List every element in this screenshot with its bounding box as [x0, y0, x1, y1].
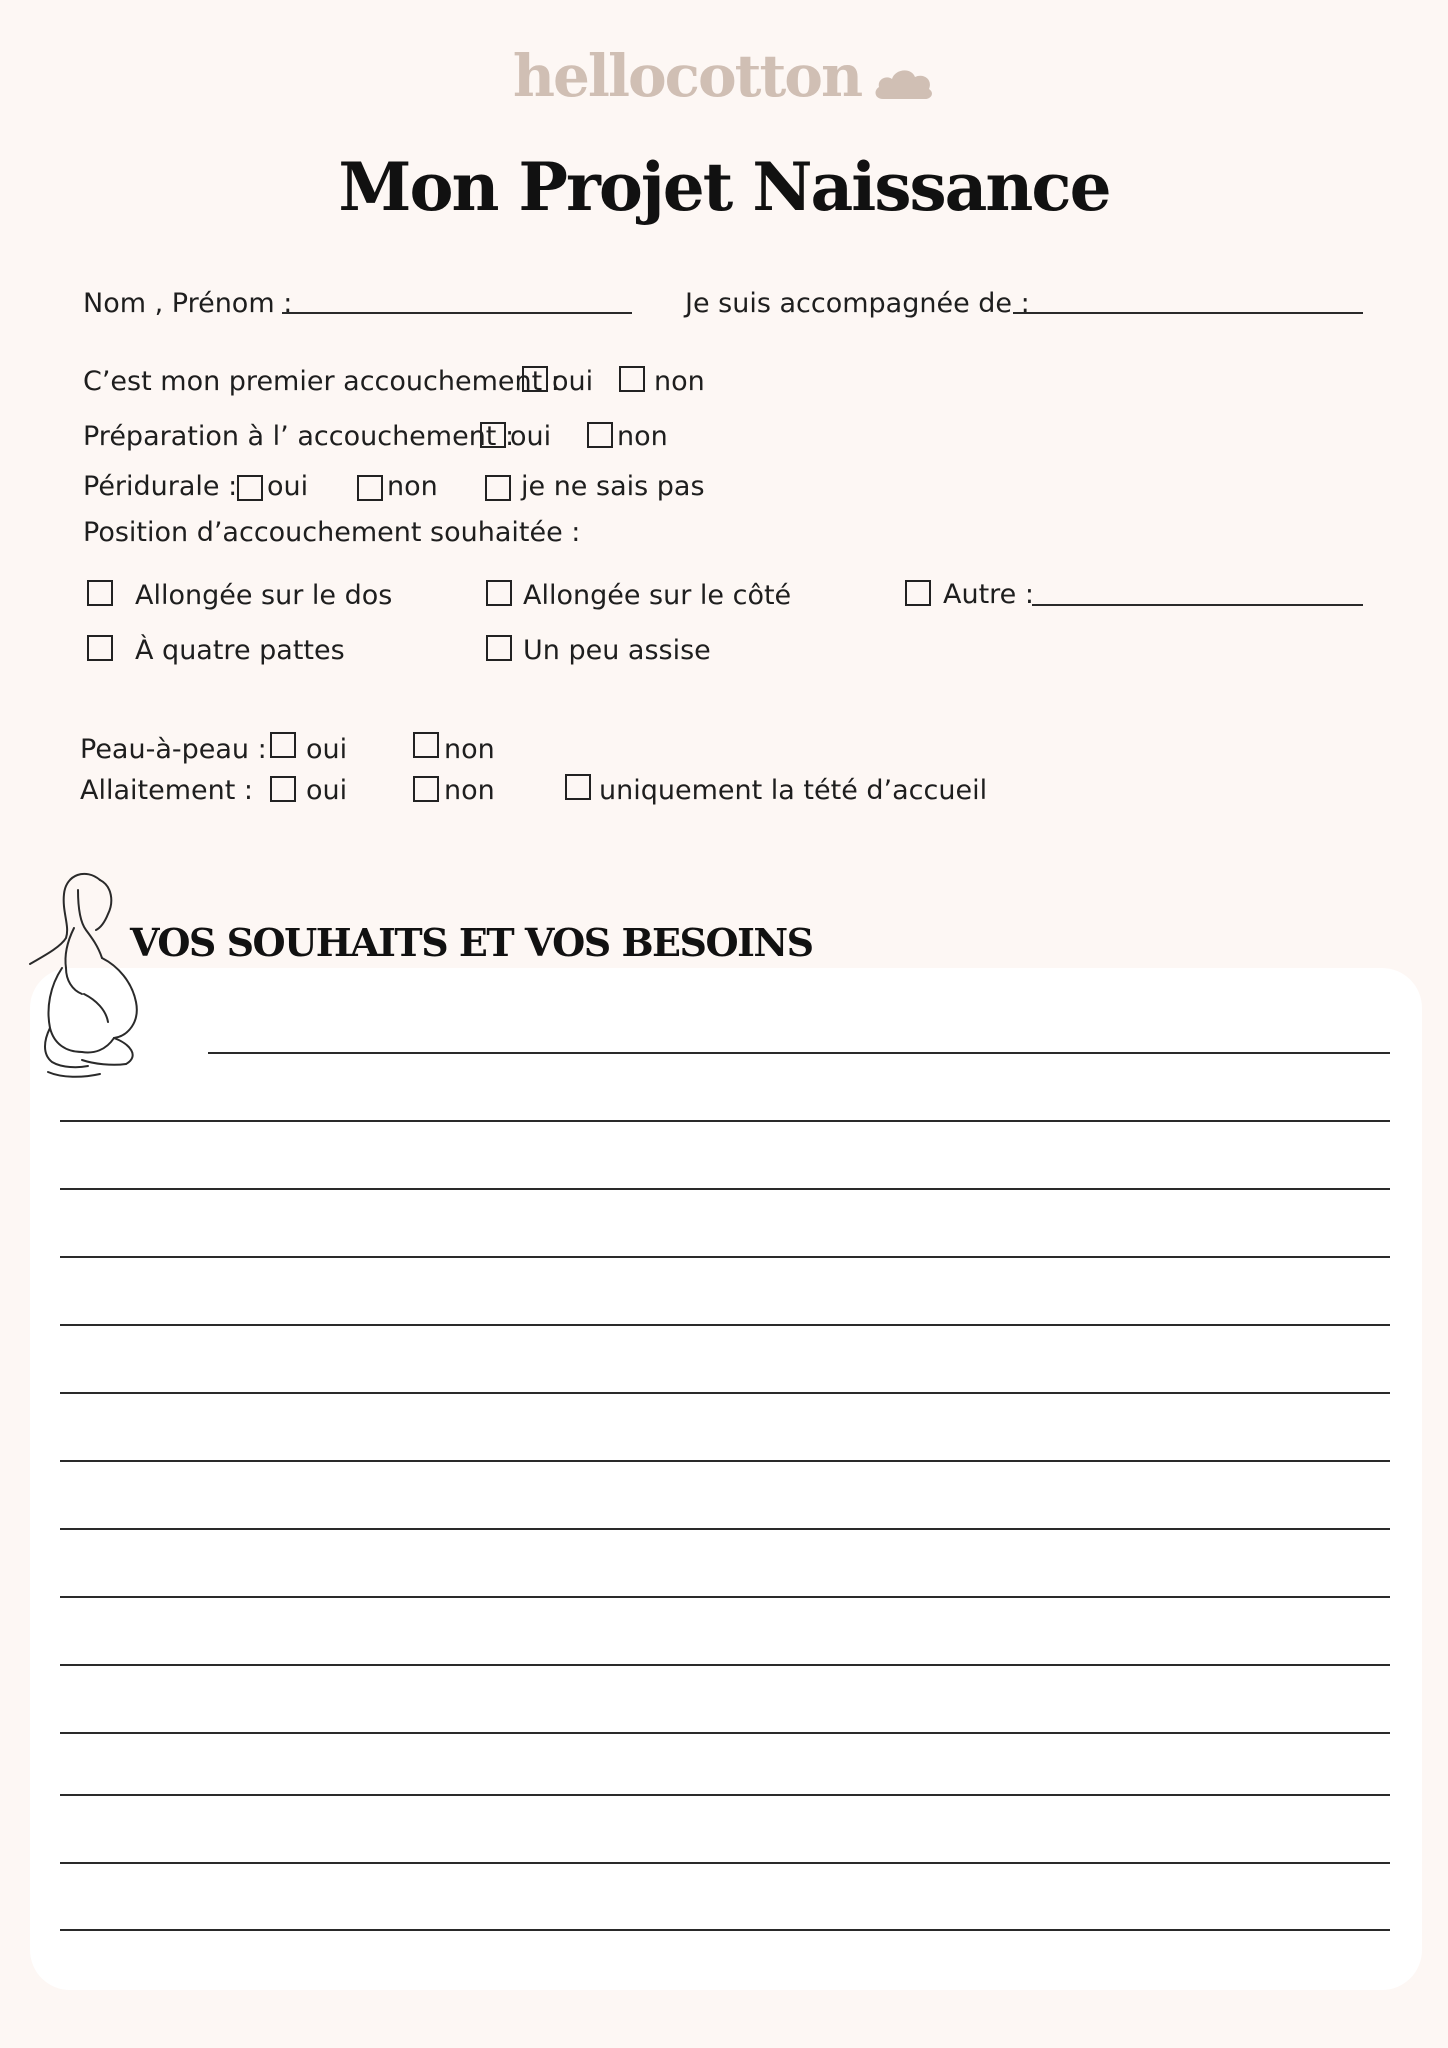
- breastfeeding-welcome-label: uniquement la tété d’accueil: [599, 775, 988, 806]
- writing-line[interactable]: [60, 1324, 1390, 1326]
- writing-line[interactable]: [60, 1664, 1390, 1666]
- cloud-icon: [873, 47, 935, 115]
- epidural-unsure-checkbox[interactable]: [485, 475, 511, 501]
- brand-logo: [0, 42, 1448, 115]
- writing-line[interactable]: [60, 1794, 1390, 1796]
- position-side-label: Allongée sur le côté: [523, 580, 792, 611]
- epidural-label: Péridurale :: [83, 471, 238, 502]
- breastfeeding-label: Allaitement :: [80, 775, 254, 806]
- first-birth-yes-checkbox[interactable]: [522, 366, 548, 392]
- position-label: Position d’accouchement souhaitée :: [83, 517, 581, 548]
- page-title: Mon Projet Naissance: [338, 148, 1110, 226]
- first-birth-no-checkbox[interactable]: [619, 366, 645, 392]
- breastfeeding-no-checkbox[interactable]: [413, 776, 439, 802]
- breastfeeding-no-label: non: [444, 775, 495, 806]
- preparation-yes-checkbox[interactable]: [480, 422, 506, 448]
- writing-line[interactable]: [208, 1052, 1390, 1054]
- epidural-no-label: non: [387, 471, 438, 502]
- position-seated-label: Un peu assise: [523, 635, 711, 666]
- companion-label: Je suis accompagnée de :: [685, 288, 1030, 319]
- position-back-label: Allongée sur le dos: [135, 580, 393, 611]
- position-fours-checkbox[interactable]: [87, 635, 113, 661]
- preparation-yes-label: oui: [510, 421, 552, 452]
- preparation-no-label: non: [617, 421, 668, 452]
- companion-field[interactable]: [1013, 312, 1363, 314]
- position-other-checkbox[interactable]: [905, 580, 931, 606]
- brand-name: hellocotton: [512, 42, 862, 110]
- breastfeeding-yes-checkbox[interactable]: [270, 776, 296, 802]
- epidural-yes-checkbox[interactable]: [237, 475, 263, 501]
- pregnant-woman-illustration: [22, 868, 152, 1087]
- epidural-yes-label: oui: [267, 471, 309, 502]
- epidural-unsure-label: je ne sais pas: [521, 471, 705, 502]
- position-fours-label: À quatre pattes: [135, 635, 345, 666]
- writing-line[interactable]: [60, 1256, 1390, 1258]
- position-other-label: Autre :: [943, 579, 1034, 610]
- position-seated-checkbox[interactable]: [486, 635, 512, 661]
- skin-label: Peau-à-peau :: [80, 734, 267, 765]
- first-birth-yes-label: oui: [552, 366, 594, 397]
- skin-no-checkbox[interactable]: [413, 732, 439, 758]
- preparation-label: Préparation à l’ accouchement :: [83, 421, 515, 452]
- name-field[interactable]: [282, 312, 632, 314]
- skin-yes-checkbox[interactable]: [270, 732, 296, 758]
- position-back-checkbox[interactable]: [87, 580, 113, 606]
- writing-line[interactable]: [60, 1188, 1390, 1190]
- wishes-title: VOS SOUHAITS ET VOS BESOINS: [130, 920, 813, 965]
- first-birth-label: C’est mon premier accouchement :: [83, 366, 560, 397]
- first-birth-no-label: non: [654, 366, 705, 397]
- writing-line[interactable]: [60, 1862, 1390, 1864]
- breastfeeding-welcome-checkbox[interactable]: [565, 774, 591, 800]
- writing-line[interactable]: [60, 1120, 1390, 1122]
- skin-no-label: non: [444, 734, 495, 765]
- position-side-checkbox[interactable]: [486, 580, 512, 606]
- position-other-field[interactable]: [1032, 604, 1363, 606]
- writing-line[interactable]: [60, 1929, 1390, 1931]
- breastfeeding-yes-label: oui: [306, 775, 348, 806]
- skin-yes-label: oui: [306, 734, 348, 765]
- name-label: Nom , Prénom :: [83, 288, 293, 319]
- writing-line[interactable]: [60, 1460, 1390, 1462]
- preparation-no-checkbox[interactable]: [587, 422, 613, 448]
- writing-line[interactable]: [60, 1528, 1390, 1530]
- writing-line[interactable]: [60, 1732, 1390, 1734]
- writing-line[interactable]: [60, 1596, 1390, 1598]
- epidural-no-checkbox[interactable]: [357, 475, 383, 501]
- writing-line[interactable]: [60, 1392, 1390, 1394]
